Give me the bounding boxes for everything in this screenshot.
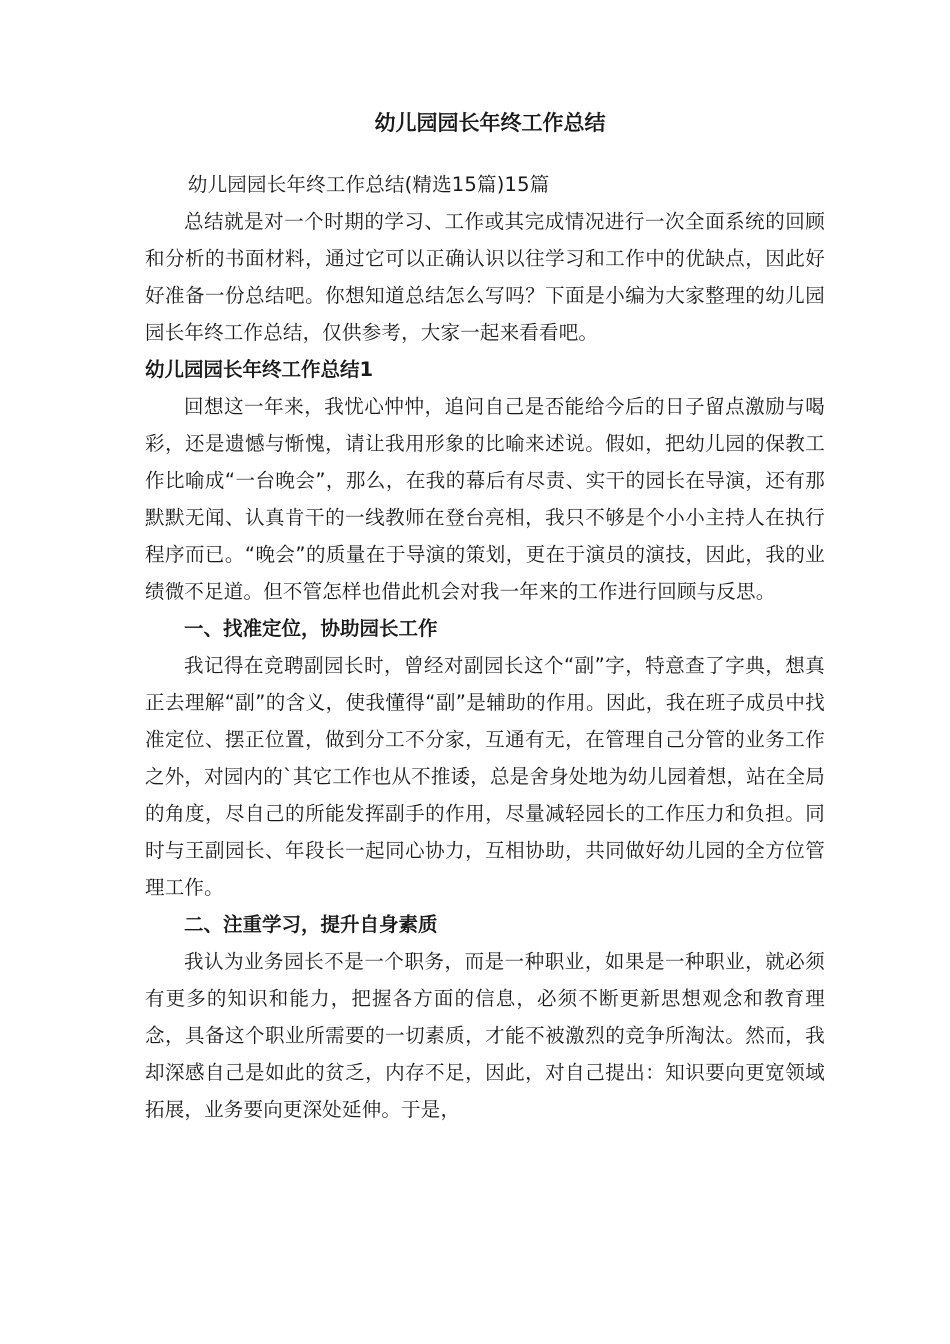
subsection-1-heading: 一、找准定位，协助园长工作 (184, 617, 438, 640)
document-subtitle: 幼儿园园长年终工作总结(精选15篇)15篇 (187, 173, 550, 196)
subsection-2-paragraph: 我认为业务园长不是一个职务，而是一种职业，如果是一种职业，就必须有更多的知识和能力，把握各方面的信息，必须不断更新思想观念和教育理念，具备这个职业所需要的一切素质，才能不被激烈的竞争所淘汰。然而，我却深感自己是如此的贫乏，内存不足，因此，对自己提出：知识要向更宽领域拓展，业务要向更深处延伸。于是， (145, 950, 825, 1121)
subsection-1-paragraph: 我记得在竞聘副园长时，曾经对副园长这个“副”字，特意查了字典，想真正去理解“副”的含义，使我懂得“副”是辅助的作用。因此，我在班子成员中找准定位、摆正位置，做到分工不分家，互通有无，在管理自己分管的业务工作之外，对园内的`其它工作也从不推诿，总是舍身处地为幼儿园着想，站在全局的角度，尽自己的所能发挥副手的作用，尽量减轻园长的工作压力和负担。同时与王副园长、年段长一起同心协力，互相协助，共同做好幼儿园的全方位管理工作。 (145, 654, 825, 899)
section-1-heading: 幼儿园园长年终工作总结1 (145, 358, 374, 381)
document-title: 幼儿园园长年终工作总结 (374, 111, 606, 135)
document-page (145, 108, 825, 1128)
subsection-2-heading: 二、注重学习，提升自身素质 (184, 913, 438, 936)
intro-paragraph: 总结就是对一个时期的学习、工作或其完成情况进行一次全面系统的回顾和分析的书面材料，通过它可以正确认识以往学习和工作中的优缺点，因此好好准备一份总结吧。你想知道总结怎么写吗？下面是小编为大家整理的幼儿园园长年终工作总结，仅供参考，大家一起来看看吧。 (145, 210, 825, 344)
section-1-paragraph: 回想这一年来，我忧心忡忡，追问自己是否能给今后的日子留点激励与喝彩，还是遗憾与惭愧，请让我用形象的比喻来述说。假如，把幼儿园的保教工作比喻成“一台晚会”，那么，在我的幕后有尽责、实干的园长在导演，还有那默默无闻、认真肯干的一线教师在登台亮相，我只不够是个小小主持人在执行程序而已。“晚会”的质量在于导演的策划，更在于演员的演技，因此，我的业绩微不足道。但不管怎样也借此机会对我一年来的工作进行回顾与反思。 (145, 395, 825, 603)
